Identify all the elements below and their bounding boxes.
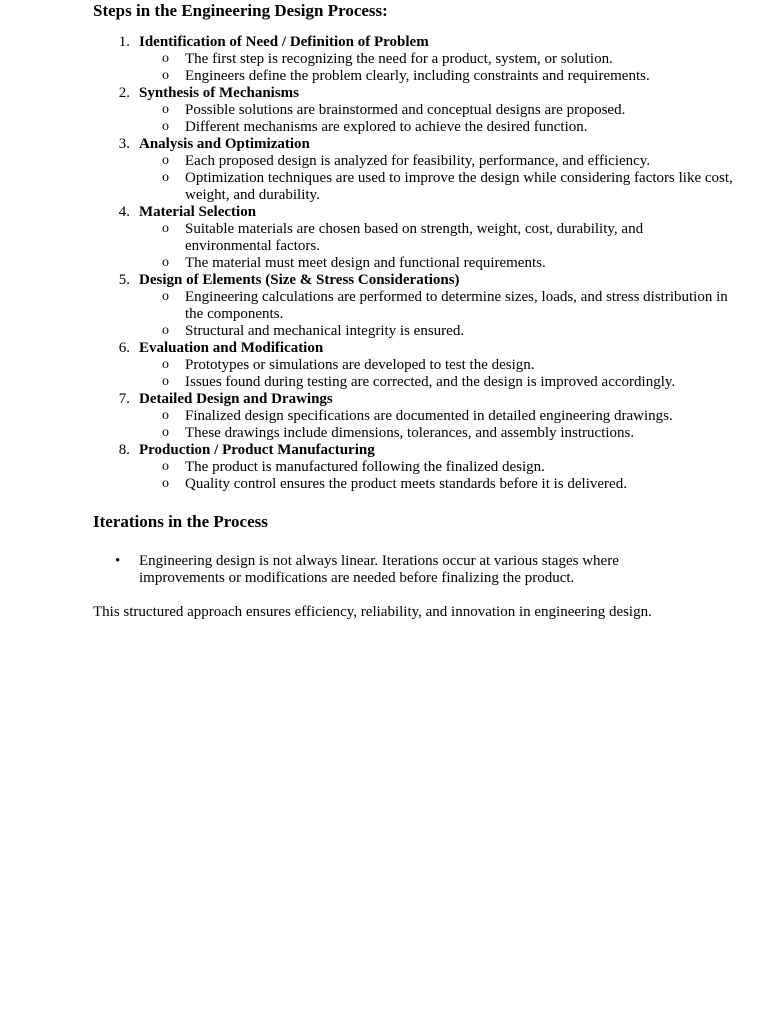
- step-title: Production / Product Manufacturing: [139, 442, 375, 458]
- step-point: [139, 459, 733, 476]
- step-point-text: Structural and mechanical integrity is ensured.: [185, 323, 465, 339]
- step-point: [139, 153, 733, 170]
- step-item: [93, 442, 733, 493]
- iteration-item: [93, 553, 649, 587]
- step-number: 5.: [118, 272, 130, 288]
- document-title: Steps in the Engineering Design Process:: [93, 1, 388, 20]
- step-point-text: Optimization techniques are used to improve the design while considering factors like cost, weight, and durability.: [185, 170, 733, 203]
- step-point-text: The product is manufactured following the finalized design.: [185, 459, 545, 475]
- hollow-bullet-icon: o: [162, 51, 169, 66]
- step-point-text: Engineers define the problem clearly, including constraints and requirements.: [185, 68, 650, 84]
- step-title: Analysis and Optimization: [139, 136, 310, 152]
- step-point: [139, 255, 733, 272]
- step-point-text: Suitable materials are chosen based on strength, weight, cost, durability, and environmental factors.: [185, 221, 644, 254]
- hollow-bullet-icon: o: [162, 119, 169, 134]
- hollow-bullet-icon: o: [162, 221, 169, 236]
- step-item: [93, 391, 733, 442]
- step-number: 7.: [118, 391, 130, 407]
- step-points-list: [139, 357, 733, 391]
- hollow-bullet-icon: o: [162, 102, 169, 117]
- step-point: [139, 51, 733, 68]
- iterations-heading: Iterations in the Process: [93, 512, 268, 531]
- step-point-text: Finalized design specifications are documented in detailed engineering drawings.: [185, 408, 673, 424]
- step-item: [93, 136, 733, 204]
- document-page: [93, 0, 733, 621]
- step-point: [139, 476, 733, 493]
- step-point: [139, 102, 733, 119]
- step-title: Design of Elements (Size & Stress Considerations): [139, 272, 460, 288]
- step-item: [93, 204, 733, 272]
- step-point: [139, 357, 733, 374]
- step-number: 2.: [118, 85, 130, 101]
- hollow-bullet-icon: o: [162, 255, 169, 270]
- step-point-text: Engineering calculations are performed to determine sizes, loads, and stress distribution in the components.: [185, 289, 728, 322]
- step-points-list: [139, 153, 733, 204]
- step-number: 3.: [118, 136, 130, 152]
- step-number: 6.: [118, 340, 130, 356]
- step-points-list: [139, 408, 733, 442]
- hollow-bullet-icon: o: [162, 323, 169, 338]
- step-points-list: [139, 221, 733, 272]
- step-point: [139, 323, 733, 340]
- step-point-text: Quality control ensures the product meets standards before it is delivered.: [185, 476, 627, 492]
- step-item: [93, 34, 733, 85]
- hollow-bullet-icon: o: [162, 476, 169, 491]
- hollow-bullet-icon: o: [162, 170, 169, 185]
- step-item: [93, 340, 733, 391]
- step-title: Identification of Need / Definition of Problem: [139, 34, 429, 50]
- step-point-text: The material must meet design and functional requirements.: [185, 255, 546, 271]
- step-point-text: Each proposed design is analyzed for feasibility, performance, and efficiency.: [185, 153, 651, 169]
- filled-bullet-icon: •: [115, 553, 121, 569]
- step-title: Material Selection: [139, 204, 257, 220]
- step-points-list: [139, 289, 733, 340]
- step-points-list: [139, 51, 733, 85]
- hollow-bullet-icon: o: [162, 357, 169, 372]
- step-point: [139, 119, 733, 136]
- hollow-bullet-icon: o: [162, 459, 169, 474]
- step-point-text: Prototypes or simulations are developed to test the design.: [185, 357, 535, 373]
- steps-list: [93, 34, 733, 493]
- step-point: [139, 374, 733, 391]
- hollow-bullet-icon: o: [162, 153, 169, 168]
- step-title: Detailed Design and Drawings: [139, 391, 333, 407]
- iterations-list: [93, 553, 733, 587]
- step-point: [139, 221, 733, 255]
- step-point-text: Different mechanisms are explored to achieve the desired function.: [185, 119, 588, 135]
- hollow-bullet-icon: o: [162, 289, 169, 304]
- step-points-list: [139, 459, 733, 493]
- step-title: Evaluation and Modification: [139, 340, 324, 356]
- step-points-list: [139, 102, 733, 136]
- step-number: 1.: [118, 34, 130, 50]
- step-number: 4.: [118, 204, 130, 220]
- hollow-bullet-icon: o: [162, 408, 169, 423]
- hollow-bullet-icon: o: [162, 425, 169, 440]
- step-item: [93, 85, 733, 136]
- step-point-text: The first step is recognizing the need for a product, system, or solution.: [185, 51, 613, 67]
- step-point-text: Possible solutions are brainstormed and conceptual designs are proposed.: [185, 102, 626, 118]
- step-title: Synthesis of Mechanisms: [139, 85, 300, 101]
- step-point: [139, 68, 733, 85]
- conclusion-paragraph: This structured approach ensures efficiency, reliability, and innovation in engineering design.: [93, 604, 652, 620]
- step-point: [139, 408, 733, 425]
- iteration-text: Engineering design is not always linear. Iterations occur at various stages where improvements or modifications are needed before finalizing the product.: [139, 553, 619, 586]
- step-point: [139, 289, 733, 323]
- step-point-text: These drawings include dimensions, tolerances, and assembly instructions.: [185, 425, 635, 441]
- step-point-text: Issues found during testing are corrected, and the design is improved accordingly.: [185, 374, 676, 390]
- step-point: [139, 170, 733, 204]
- hollow-bullet-icon: o: [162, 68, 169, 83]
- step-number: 8.: [118, 442, 130, 458]
- step-point: [139, 425, 733, 442]
- step-item: [93, 272, 733, 340]
- hollow-bullet-icon: o: [162, 374, 169, 389]
